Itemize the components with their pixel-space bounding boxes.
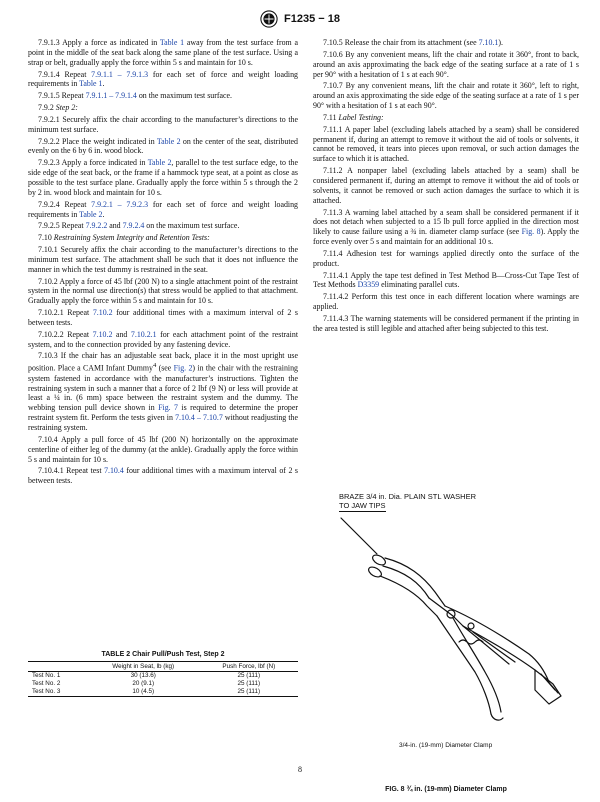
text-run: 7.9.2 [38, 103, 56, 113]
document-id: F1235 − 18 [284, 13, 340, 25]
astm-logo-icon [260, 10, 278, 28]
text-run: 7.10 [38, 233, 54, 243]
text-run: on the maximum test surface. [144, 221, 240, 231]
footnote-marker: 4 [152, 362, 157, 370]
figure-label: 3/4-in. (19-mm) Diameter Clamp [399, 742, 493, 749]
paragraph [28, 91, 298, 101]
text-run: , parallel to the test surface edge, to the side edge of the seat back, or the frame if a hammock type seat, at a point as close as possible to the test surface plane. Gradually apply the force within 5 s through the 2 by 2 in. wood block and maintain for 10 s. [28, 158, 298, 197]
text-run: is required to determine the proper restraint system fit. Perform the tests given in [28, 403, 298, 423]
cross-reference-link[interactable]: Table 1 [159, 38, 185, 47]
cross-reference-link[interactable]: Fig. 7 [158, 403, 178, 413]
paragraph [28, 103, 298, 113]
paragraph [313, 113, 579, 123]
text-run: and [107, 221, 123, 231]
text-run: 7.9.2.1 Securely affix the chair according to the manufacturer’s directions to the minimum test surface. [28, 114, 298, 134]
text-run: for each set of force and weight loading requirements in [28, 199, 298, 219]
cross-reference-link[interactable]: Table 2 [147, 158, 172, 168]
text-run: four additional times with a maximum interval of 2 s between tests. [28, 308, 298, 327]
cross-reference-link[interactable]: 7.9.2.2 [85, 221, 108, 231]
paragraph [313, 50, 579, 80]
table-2 [28, 651, 298, 697]
data-table [28, 661, 298, 697]
table-header-force: Push Force, lbf (N) [200, 662, 298, 672]
cross-reference-link[interactable]: 7.10.2.1 [130, 329, 157, 339]
figure-8 [313, 492, 579, 802]
text-run: 7.10.1 Securely affix the chair according to the manufacturer’s directions to the minimum test surface. The attachment shall be such that it does not influence the manner in which the test dummy is restrained in the seat. [28, 245, 298, 274]
text-run: 7.9.1.3 Apply a force as indicated in [38, 38, 160, 47]
table-cell-force: 25 (111) [237, 672, 261, 679]
paragraph [28, 115, 298, 135]
text-run: 7.11.4.3 The warning statements will be considered permanent if the printing in the area tested is still legible and attached after being subjected to this test. [313, 313, 579, 333]
clamp-drawing-icon [313, 514, 579, 754]
text-run: 7.9.2.4 Repeat [38, 199, 92, 209]
paragraph [313, 81, 579, 111]
text-run: for each attachment point of the restraint system, and to the connection provided by any fastening device. [28, 329, 299, 349]
paragraph [28, 200, 298, 220]
text-run: 7.9.2.5 Repeat [38, 221, 86, 231]
cross-reference-link[interactable]: 7.10.4 [104, 466, 124, 476]
table-cell-test: Test No. 3 [28, 688, 87, 697]
text-run: 7.10.5 Release the chair from its attachment (see [323, 38, 479, 47]
table-cell-test: Test No. 1 [32, 672, 61, 679]
paragraph [313, 292, 579, 312]
table-cell-weight: 30 (13.6) [130, 672, 156, 679]
cross-reference-link[interactable]: Fig. 2 [173, 363, 193, 373]
text-run: 7.10.3 If the chair has an adjustable seat back, place it in the most upright use position. Place a CAMI Infant Dummy [28, 351, 298, 373]
section-heading: Label Testing: [338, 112, 384, 122]
paragraph [313, 38, 579, 48]
table-cell-test: Test No. 2 [32, 680, 61, 687]
text-run: 7.11.2 A nonpaper label (excluding labels attached by a seam) shall be considered permanent if, during an attempt to remove it without the aid of tools or solvents, it cannot be removed or such action damages the surface to which it is attached. [313, 166, 579, 205]
text-run: eliminating parallel cuts. [379, 280, 460, 290]
text-run: 7.10.4 Apply a pull force of 45 lbf (200 N) horizontally on the approximate centerline of either leg of the dummy (at the ankle). Gradually apply the force within 5 s and maintain for 10 s. [28, 434, 298, 464]
table-cell-force: 25 (111) [200, 688, 298, 697]
callout-line-1: BRAZE 3/4 in. Dia. PLAIN STL WASHER [339, 492, 476, 501]
text-run: . [102, 79, 105, 89]
cross-reference-link[interactable]: Table 1 [79, 79, 103, 89]
cross-reference-link[interactable]: 7.9.2.1 – 7.9.2.3 [91, 199, 149, 209]
left-column [28, 38, 298, 488]
table-cell-force: 25 (111) [237, 680, 261, 687]
text-run: 7.10.7 By any convenient means, lift the chair and rotate it 360°, left to right, around an axis approximating the side edge of the seating surface at a rate of 1 s per 90° with a hesitation of 1 s at each 90°. [313, 81, 579, 111]
cross-reference-link[interactable]: D3359 [357, 280, 380, 290]
text-run: ). [498, 38, 503, 47]
table-title: TABLE 2 Chair Pull/Push Test, Step 2 [101, 651, 225, 658]
cross-reference-link[interactable]: 7.10.4 – 7.10.7 [175, 413, 223, 423]
paragraph [28, 137, 298, 157]
section-heading: Restraining System Integrity and Retention Tests: [53, 233, 210, 243]
text-run: ) in the chair with the restraining system fastened in accordance with the manufacturer’s instructions. Tighten the restraining system in such a manner that a force of 2 lbf (9 N) or less will provide at least a ¼ in. (6 mm) space between the restraint system and the dummy. The webbing tension pull device shown in [28, 363, 298, 413]
paragraph [28, 466, 298, 486]
paragraph [313, 249, 579, 269]
paragraph [313, 166, 579, 205]
callout-line-2: TO JAW TIPS [339, 501, 386, 510]
text-run: ). Apply the force evenly over 5 s and maintain for an additional 10 s. [313, 227, 579, 247]
table-row [28, 672, 298, 681]
table-header-blank [28, 662, 87, 672]
paragraph [28, 277, 298, 307]
text-run: 7.9.1.5 Repeat [38, 91, 86, 101]
text-run: without readjusting the restraining system. [28, 413, 299, 432]
page-number: 8 [298, 765, 302, 774]
figure-callout [339, 492, 476, 512]
right-column [313, 38, 579, 336]
text-run: 7.10.6 By any convenient means, lift the chair and rotate it 360°, front to back, around an axis approximating the back edge of the seating surface at a rate of 1 s per 90° with a hesitation of 1 s at each 90°. [313, 49, 579, 79]
cross-reference-link[interactable]: 7.9.1.1 – 7.9.1.4 [85, 91, 137, 101]
paragraph [28, 351, 298, 432]
table-header-weight: Weight in Seat, lb (kg) [87, 662, 200, 672]
paragraph [28, 70, 298, 90]
text-run: 7.9.2.2 Place the weight indicated in [38, 136, 157, 146]
paragraph [313, 314, 579, 334]
cross-reference-link[interactable]: Table 2 [79, 209, 103, 219]
cross-reference-link[interactable]: 7.9.1.1 – 7.9.1.3 [91, 69, 149, 79]
paragraph [313, 125, 579, 164]
cross-reference-link[interactable]: 7.10.1 [478, 38, 499, 47]
cross-reference-link[interactable]: Fig. 8 [521, 227, 541, 237]
text-run: 7.11.3 A warning label attached by a seam shall be considered permanent if it does not detach when subjected to a 15 lb pull force applied in the direction most likely to cause failure using a ¾ in. diameter clamp surface (see [313, 207, 579, 237]
text-run: 7.10.4.1 Repeat test [38, 466, 105, 476]
paragraph [28, 435, 298, 465]
text-run: (see [156, 363, 174, 373]
page-header [0, 8, 600, 30]
section-heading: Step 2: [55, 103, 78, 113]
paragraph [28, 308, 298, 328]
text-run: 7.11.4 Adhesion test for warnings applied directly onto the surface of the product. [313, 248, 579, 268]
paragraph [28, 221, 298, 231]
text-run: 7.10.2 Apply a force of 45 lbf (200 N) to a single attachment point of the restraint system in the normal use direction(s) that stress would be applied to that attachment. Gradually apply the force within 5 s and maintain for 10 s. [28, 276, 298, 306]
text-run: 7.11.1 A paper label (excluding labels attached by a seam) shall be considered permanent if, during an attempt to remove it without the aid of tools or solvents, it cannot be removed, it tears into pieces upon removal, or such action damages the surface to which it is attached. [313, 124, 579, 164]
paragraph [313, 208, 579, 247]
table-row [28, 680, 298, 688]
paragraph [28, 38, 298, 68]
text-run: 7.9.1.4 Repeat [38, 69, 92, 79]
text-run: 7.10.2.2 Repeat [38, 329, 93, 339]
text-run: 7.10.2.1 Repeat [38, 308, 93, 318]
text-run: four additional times with a maximum interval of 2 s between tests. [28, 466, 298, 486]
text-run: and [112, 329, 131, 339]
text-run: on the maximum test surface. [136, 91, 232, 101]
figure-caption: FIG. 8 ¾ in. (19-mm) Diameter Clamp [385, 786, 507, 793]
text-run: for each set of force and weight loading requirements in [28, 69, 298, 89]
text-run: 7.11.4.2 Perform this test once in each different location where warnings are applied. [313, 292, 579, 312]
table-cell-weight: 10 (4.5) [87, 688, 200, 697]
cross-reference-link[interactable]: 7.10.2 [92, 308, 113, 318]
text-run: away from the test surface from a point in the middle of the seat back along the same plane of the test surface. Using a strap or belt, gradually apply the force within 5 s and maintain for 10 s. [28, 38, 298, 67]
text-run: 7.11.4.1 Apply the tape test defined in Test Method B—Cross-Cut Tape Test of Test Methods [313, 270, 579, 290]
cross-reference-link[interactable]: Table 2 [156, 136, 181, 146]
text-run: 7.11 [323, 112, 339, 122]
paragraph [28, 330, 298, 350]
table-row [28, 688, 298, 697]
paragraph [28, 233, 298, 243]
text-run: 7.9.2.3 Apply a force indicated in [38, 158, 148, 168]
paragraph [313, 271, 579, 291]
text-run: on the center of the seat, distributed evenly on the 6 by 6 in. wood block. [28, 136, 298, 156]
paragraph [28, 245, 298, 275]
paragraph [28, 158, 298, 197]
table-cell-weight: 20 (9.1) [132, 680, 155, 687]
cross-reference-link[interactable]: 7.10.2 [92, 329, 113, 339]
text-run: . [102, 209, 105, 219]
cross-reference-link[interactable]: 7.9.2.4 [122, 221, 145, 231]
